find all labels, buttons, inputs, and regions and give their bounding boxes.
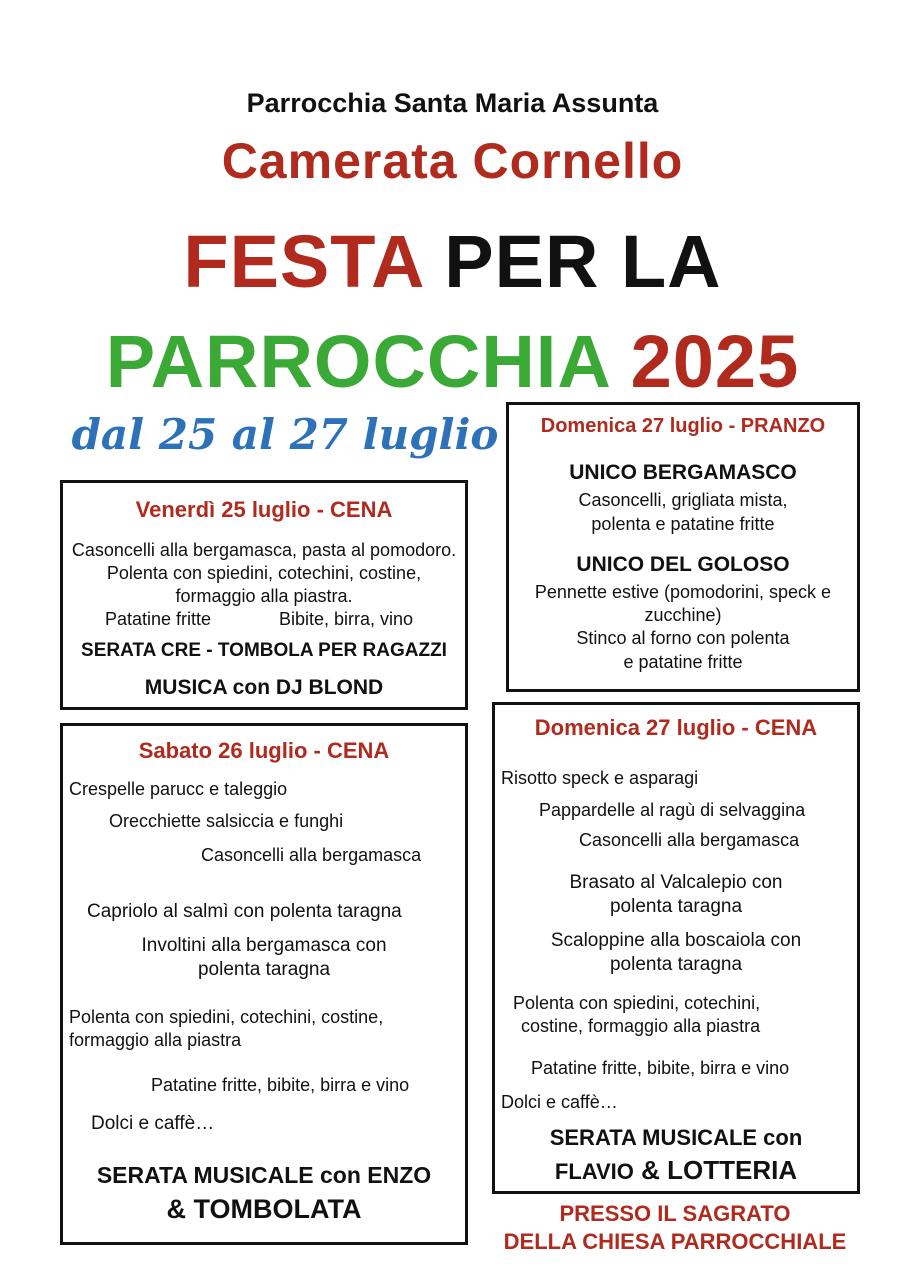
festival-dates: dal 25 al 27 luglio [71, 410, 499, 459]
friday-dinner-box [60, 480, 468, 710]
friday-side-fries: Patatine fritte [105, 609, 212, 629]
sunday-dinner-event-lotteria: & LOTTERIA [633, 1155, 798, 1185]
town-name [0, 132, 905, 190]
friday-menu: Casoncelli alla bergamasca, pasta al pomodoro. Polenta con spiedini, cotechini, costine, formaggio alla piastra. [71, 540, 457, 606]
menu-unico-goloso-line: e patatine fritte [623, 652, 743, 672]
sunday-dinner-item: Polenta con spiedini, cotechini, [513, 993, 761, 1013]
sunday-dinner-item: Risotto speck e asparagi [501, 768, 699, 788]
sunday-dinner-box [492, 702, 860, 1194]
sunday-dinner-item: Dolci e caffè… [501, 1092, 618, 1112]
menu-unico-bergamasco-title: UNICO BERGAMASCO [569, 461, 797, 484]
menu-unico-goloso-line: Pennette estive (pomodorini, speck e [534, 582, 832, 602]
saturday-item: polenta taragna [197, 959, 331, 980]
saturday-item: Polenta con spiedini, cotechini, costine, [69, 1007, 384, 1027]
saturday-heading: Sabato 26 luglio - CENA [138, 738, 390, 763]
menu-unico-goloso-line: zucchine) [644, 605, 722, 625]
sunday-dinner-item: Brasato al Valcalepio con [569, 872, 783, 893]
menu-unico-goloso-line: Stinco al forno con polenta [576, 628, 790, 648]
sunday-dinner-item: polenta taragna [609, 896, 743, 917]
friday-event-music: MUSICA con DJ BLOND [144, 676, 384, 699]
menu-unico-bergamasco-line: Casoncelli, grigliata mista, [578, 490, 788, 510]
location-note [470, 1200, 880, 1256]
saturday-item: Involtini alla bergamasca con [141, 935, 387, 956]
sunday-dinner-item: Scaloppine alla boscaiola con [550, 930, 802, 951]
sunday-dinner-item: polenta taragna [609, 954, 743, 975]
sunday-dinner-event-flavio: FLAVIO [554, 1159, 634, 1184]
friday-event-tombola: SERATA CRE - TOMBOLA PER RAGAZZI [81, 640, 447, 661]
sunday-dinner-event-lottery [495, 1155, 857, 1186]
sunday-dinner-heading: Domenica 27 luglio - CENA [534, 715, 818, 740]
saturday-item: Orecchiette salsiccia e funghi [109, 811, 344, 831]
festival-title-line1 [0, 222, 905, 302]
sunday-lunch-box [506, 402, 860, 692]
saturday-event-music: SERATA MUSICALE con ENZO [96, 1162, 432, 1188]
friday-heading: Venerdì 25 luglio - CENA [135, 497, 393, 522]
friday-side-drinks: Bibite, birra, vino [279, 609, 414, 629]
title-festa: FESTA [183, 220, 423, 303]
saturday-item: formaggio alla piastra [69, 1030, 242, 1050]
sunday-dinner-item: Patatine fritte, bibite, birra e vino [531, 1058, 790, 1078]
parish-name: Parrocchia Santa Maria Assunta [246, 88, 659, 118]
saturday-item: Casoncelli alla bergamasca [201, 845, 422, 865]
menu-unico-bergamasco-line: polenta e patatine fritte [591, 514, 775, 534]
title-year: 2025 [609, 320, 800, 403]
saturday-item: Patatine fritte, bibite, birra e vino [151, 1075, 410, 1095]
sunday-dinner-event-music: SERATA MUSICALE con [549, 1125, 803, 1150]
title-parrocchia: PARROCCHIA [105, 320, 610, 403]
location-line1: PRESSO IL SAGRATO [559, 1201, 791, 1226]
saturday-item: Crespelle parucc e taleggio [69, 779, 288, 799]
town-name-text: Camerata Cornello [221, 133, 684, 189]
saturday-item: Capriolo al salmì con polenta taragna [87, 901, 402, 922]
saturday-item: Dolci e caffè… [91, 1113, 215, 1134]
sunday-dinner-item: costine, formaggio alla piastra [521, 1016, 761, 1036]
saturday-dinner-box [60, 723, 468, 1245]
menu-unico-goloso-title: UNICO DEL GOLOSO [576, 553, 790, 576]
sunday-dinner-item: Casoncelli alla bergamasca [579, 830, 800, 850]
saturday-event-tombolata: & TOMBOLATA [166, 1194, 362, 1224]
location-line2: DELLA CHIESA PARROCCHIALE [503, 1229, 847, 1254]
festival-title-line2 [0, 322, 905, 402]
title-per-la: PER LA [422, 220, 722, 303]
sunday-dinner-item: Pappardelle al ragù di selvaggina [539, 800, 806, 820]
sunday-lunch-heading: Domenica 27 luglio - PRANZO [540, 415, 826, 437]
